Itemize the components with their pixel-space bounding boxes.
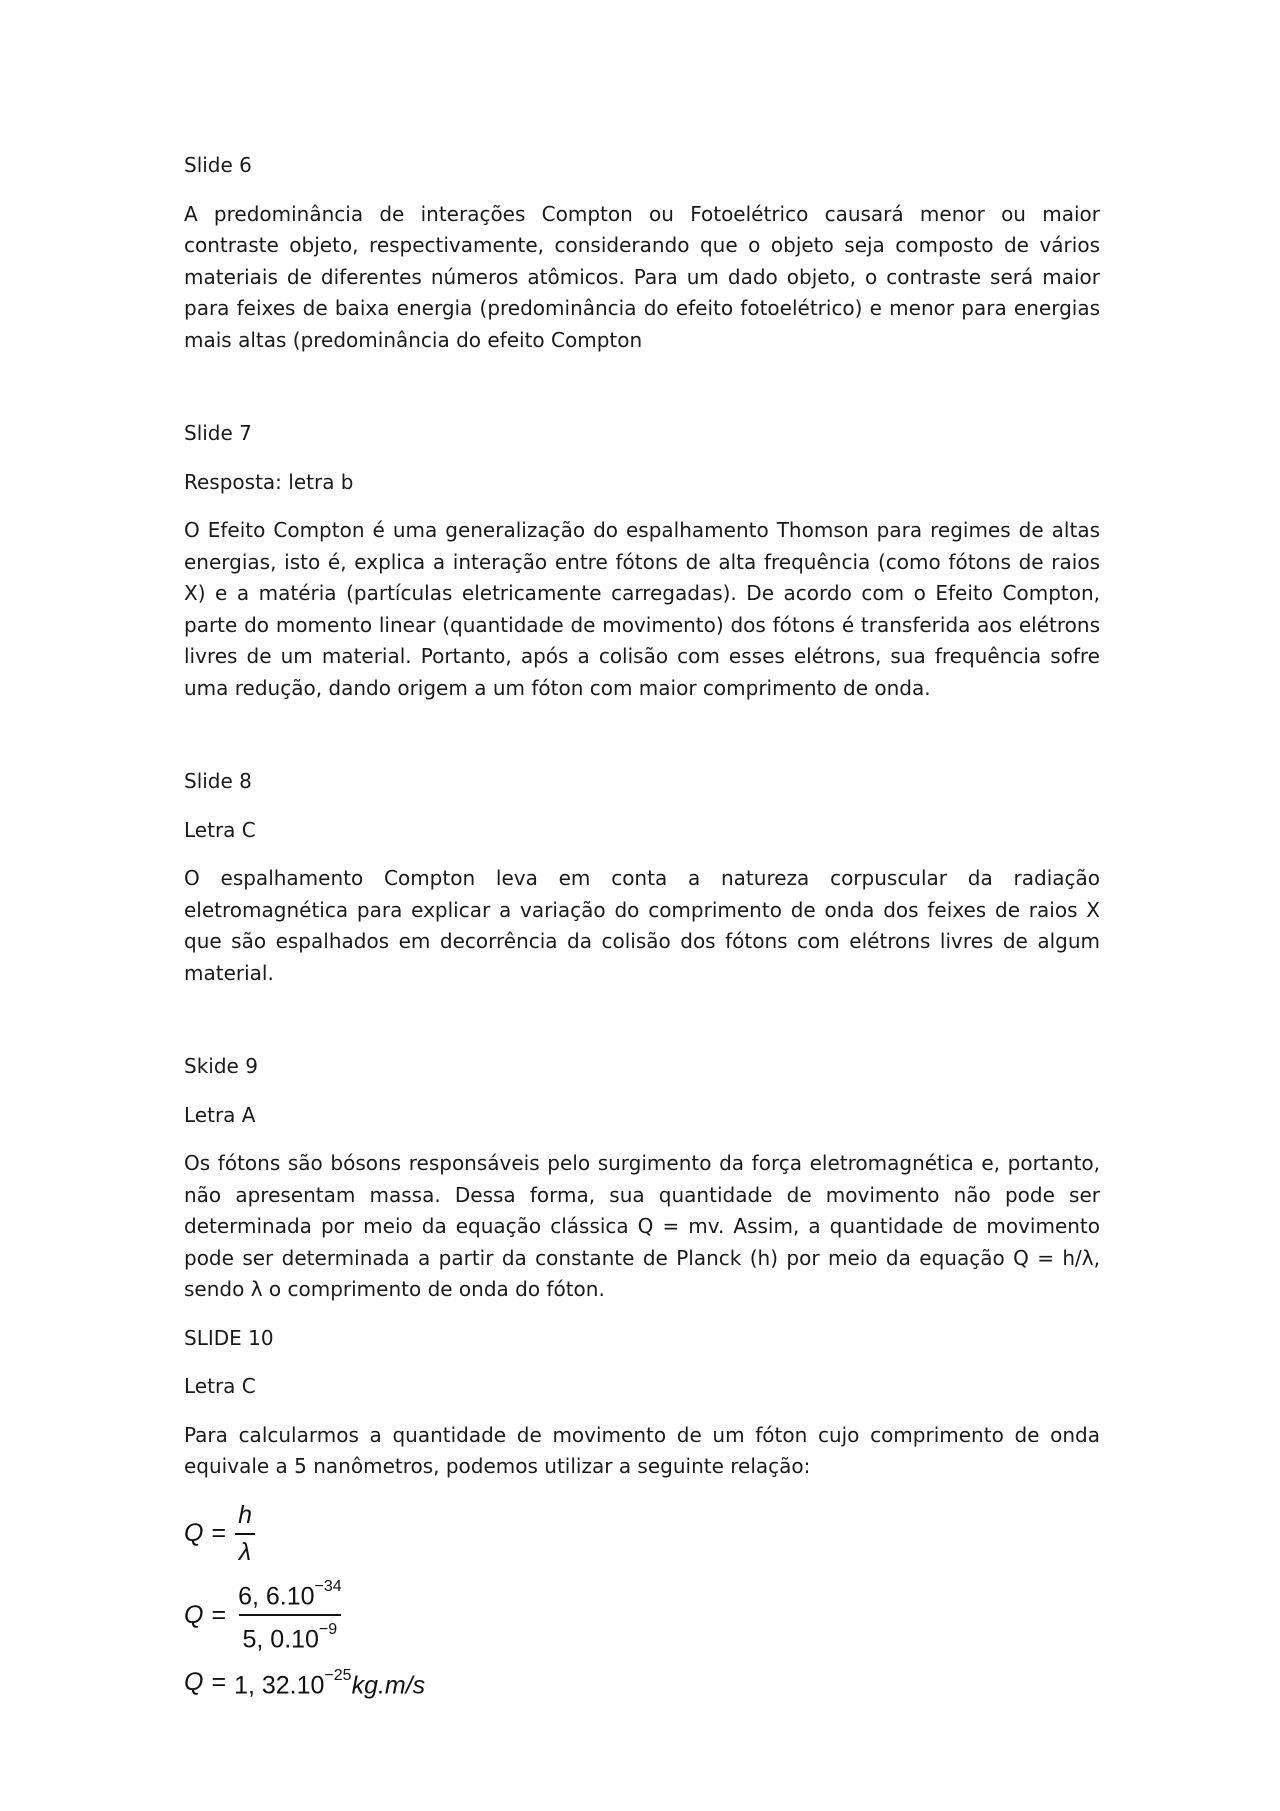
formula-equals: = bbox=[211, 1600, 227, 1629]
formula-lhs: Q bbox=[184, 1668, 204, 1697]
document-page bbox=[184, 150, 1100, 1702]
formula-momentum-definition bbox=[184, 1500, 1100, 1569]
formula-lhs: Q bbox=[184, 1519, 204, 1548]
formula-denominator bbox=[239, 1614, 342, 1656]
slide-6-title: Slide 6 bbox=[184, 153, 252, 177]
slide-7-text: O Efeito Compton é uma generalização do espalhamento Thomson para regimes de altas energias, isto é, explica a interação entre fótons de alta frequência (como fótons de raios X) e a matéria (partículas eletricamente carregadas). De acordo com o Efeito Compton, parte do momento linear (quantidade de movimento) dos fótons é transferida aos elétrons livres de um material. Portanto, após a colisão com esses elétrons, sua frequência sofre uma redução, dando origem a um fóton com maior comprimento de onda. bbox=[184, 518, 1100, 700]
spacer bbox=[184, 721, 1100, 766]
slide-7-title: Slide 7 bbox=[184, 421, 252, 445]
slide-7-answer: Resposta: letra b bbox=[184, 469, 354, 494]
result-base: 1, 32.10 bbox=[234, 1671, 325, 1700]
slide-8-section bbox=[184, 766, 1100, 989]
slide-6-text: A predominância de interações Compton ou Fotoelétrico causará menor ou maior contraste objeto, respectivamente, considerando que o objeto seja composto de vários materiais de diferentes números atômicos. Para um dado objeto, o contraste será maior para feixes de baixa energia (predominância do efeito fotoelétrico) e menor para energias mais altas (predominância do efeito Compton bbox=[184, 201, 1100, 352]
slide-10-text: Para calcularmos a quantidade de movimento de um fóton cujo comprimento de onda equivale a 5 nanômetros, podemos utilizar a seguinte relação: bbox=[184, 1422, 1100, 1478]
formula-fraction bbox=[234, 1500, 256, 1569]
spacer bbox=[184, 373, 1100, 418]
slide-9-text: Os fótons são bósons responsáveis pelo surgimento da força eletromagnética e, portanto, não apresentam massa. Dessa forma, sua quantidade de movimento não pode ser determinada por meio da equação clássica Q = mv. Assim, a quantidade de movimento pode ser determinada a partir da constante de Planck (h) por meio da equação Q = h/λ, sendo λ o comprimento de onda do fóton. bbox=[184, 1151, 1100, 1301]
formula-result bbox=[184, 1664, 1100, 1702]
formula-numerator bbox=[234, 1575, 346, 1615]
spacer bbox=[184, 1006, 1100, 1051]
slide-9-title: Skide 9 bbox=[184, 1054, 258, 1078]
formula-numerator: h bbox=[238, 1500, 252, 1529]
slide-10-answer: Letra C bbox=[184, 1374, 256, 1398]
denominator-base: 5, 0.10 bbox=[242, 1625, 319, 1654]
slide-9-section bbox=[184, 1051, 1100, 1306]
slide-6-section bbox=[184, 150, 1100, 356]
numerator-exponent: −34 bbox=[314, 1577, 342, 1595]
slide-8-answer: Letra C bbox=[184, 817, 256, 842]
slide-10-title: SLIDE 10 bbox=[184, 1325, 274, 1350]
formula-fraction bbox=[234, 1575, 346, 1657]
denominator-exponent: −9 bbox=[318, 1621, 338, 1639]
formula-equals: = bbox=[211, 1668, 227, 1697]
formula-lhs: Q bbox=[184, 1600, 204, 1629]
slide-7-section bbox=[184, 418, 1100, 704]
slide-9-answer: Letra A bbox=[184, 1102, 256, 1127]
formula-equals: = bbox=[211, 1519, 227, 1548]
slide-10-section bbox=[184, 1323, 1100, 1702]
numerator-base: 6, 6.10 bbox=[238, 1581, 315, 1610]
slide-8-text: O espalhamento Compton leva em conta a natureza corpuscular da radiação eletromagnética para explicar a variação do comprimento de onda dos feixes de raios X que são espalhados em decorrência da colisão dos fótons com elétrons livres de algum material. bbox=[184, 866, 1100, 985]
formula-result-value bbox=[234, 1664, 425, 1702]
formula-denominator: λ bbox=[235, 1533, 255, 1569]
result-exponent: −25 bbox=[324, 1667, 352, 1685]
slide-8-title: Slide 8 bbox=[184, 769, 252, 793]
result-unit: kg.m/s bbox=[351, 1671, 426, 1700]
formula-substitution bbox=[184, 1575, 1100, 1657]
